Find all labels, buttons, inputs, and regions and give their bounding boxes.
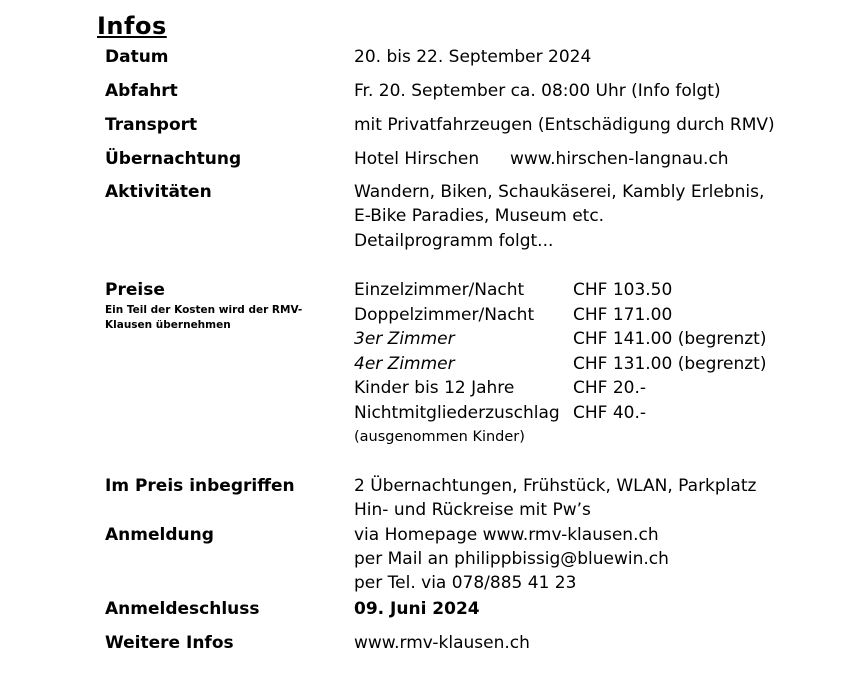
price-value: CHF 171.00 [573,305,673,325]
price-value: CHF 20.- [573,378,647,398]
price-value: CHF 131.00 (begrenzt) [573,354,767,374]
price-value: CHF 141.00 (begrenzt) [573,329,767,349]
aktivitaeten-line: E-Bike Paradies, Museum etc. [354,206,605,226]
weitere-infos-link[interactable]: www.rmv-klausen.ch [354,633,530,653]
anmeldeschluss-label: Anmeldeschluss [105,599,260,619]
anmeldung-label: Anmeldung [105,525,214,545]
price-value: CHF 103.50 [573,280,673,300]
inbegriffen-line: Hin- und Rückreise mit Pw’s [354,500,591,520]
price-item: 4er Zimmer [354,354,455,374]
aktivitaeten-label: Aktivitäten [105,182,212,202]
aktivitaeten-line: Detailprogramm folgt... [354,231,554,251]
price-item: Doppelzimmer/Nacht [354,305,535,325]
anmeldeschluss-value: 09. Juni 2024 [354,599,480,619]
price-item: Einzelzimmer/Nacht [354,280,525,300]
price-item: Nichtmitgliederzuschlag [354,403,560,423]
datum-value: 20. bis 22. September 2024 [354,47,592,67]
price-footnote: (ausgenommen Kinder) [354,429,525,445]
hotel-website-link[interactable]: www.hirschen-langnau.ch [510,149,729,169]
anmeldung-phone: per Tel. via 078/885 41 23 [354,573,577,593]
price-value: CHF 40.- [573,403,647,423]
weitere-infos-label: Weitere Infos [105,633,234,653]
hotel-name: Hotel Hirschen [354,149,480,169]
inbegriffen-line: 2 Übernachtungen, Frühstück, WLAN, Parkplatz [354,476,757,496]
price-item: 3er Zimmer [354,329,455,349]
price-item: Kinder bis 12 Jahre [354,378,515,398]
aktivitaeten-line: Wandern, Biken, Schaukäserei, Kambly Erlebnis, [354,182,765,202]
transport-value: mit Privatfahrzeugen (Entschädigung durch RMV) [354,115,775,135]
preise-label: Preise [105,280,165,300]
anmeldung-email-link[interactable]: per Mail an philippbissig@bluewin.ch [354,549,669,569]
datum-label: Datum [105,47,169,67]
inbegriffen-label: Im Preis inbegriffen [105,476,295,496]
transport-label: Transport [105,115,198,135]
page-title: Infos [97,12,167,40]
abfahrt-label: Abfahrt [105,81,178,101]
uebernachtung-label: Übernachtung [105,149,242,169]
preise-note: Ein Teil der Kosten wird der RMV-Klausen übernehmen [105,304,303,331]
anmeldung-homepage-link[interactable]: via Homepage www.rmv-klausen.ch [354,525,659,545]
abfahrt-value: Fr. 20. September ca. 08:00 Uhr (Info folgt) [354,81,721,101]
